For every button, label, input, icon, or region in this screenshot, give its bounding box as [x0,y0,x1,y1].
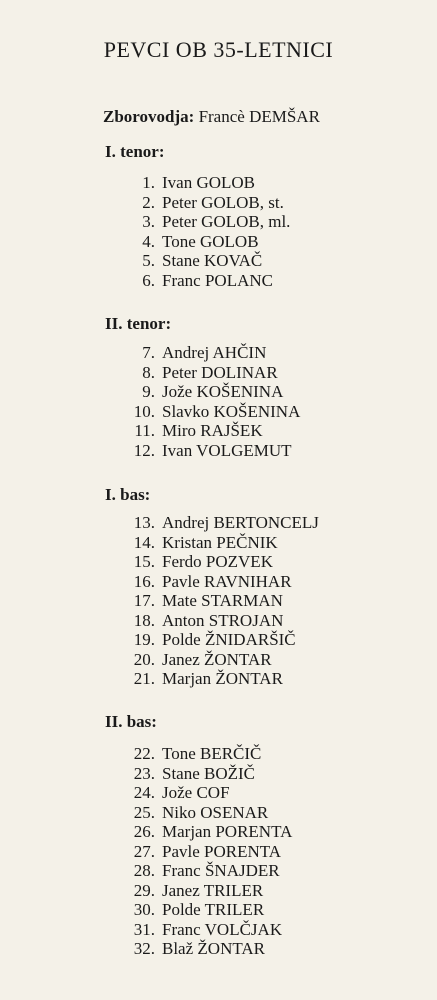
member-name: Pavle RAVNIHAR [162,571,292,591]
member-name: Anton STROJAN [162,610,284,630]
member-number: 18. [133,610,155,630]
member-name: Miro RAJŠEK [162,421,263,440]
list-item [0,881,437,901]
member-name: Franc POLANC [162,270,273,290]
member-name: Andrej BERTONCELJ [162,513,319,532]
member-number: 16. [133,571,155,591]
member-name: Ivan GOLOB [162,173,256,192]
member-number: 22. [133,744,155,763]
list-item [0,591,437,611]
list-item [0,803,437,823]
member-list-first-bass [0,513,437,689]
section-heading-first-bass: I. bas: [105,485,151,504]
member-name: Polde ŽNIDARŠIČ [162,630,296,649]
member-number: 11. [134,421,155,440]
member-number: 25. [133,802,155,822]
member-number: 19. [133,630,155,649]
member-name: Kristan PEČNIK [162,532,278,552]
member-name: Franc ŠNAJDER [162,861,280,880]
list-item [0,900,437,920]
member-name: Marjan ŽONTAR [162,669,283,688]
list-item [0,650,437,670]
member-number: 9. [142,382,155,401]
member-name: Peter DOLINAR [162,362,278,382]
list-item [0,552,437,572]
list-item [0,421,437,441]
member-number: 12. [133,440,155,460]
member-name: Stane KOVAČ [162,251,263,270]
section-heading-second-tenor: II. tenor: [105,314,172,333]
list-item [0,611,437,631]
member-name: Marjan PORENTA [162,822,293,841]
member-name: Peter GOLOB, st. [162,192,284,212]
member-number: 5. [142,251,155,270]
member-name: Polde TRILER [162,900,265,919]
page-title: PEVCI OB 35-LETNICI [103,37,334,62]
list-item [0,764,437,784]
conductor-line [103,106,320,128]
member-number: 13. [133,513,155,532]
list-item [0,441,437,461]
section-heading-second-bass: II. bas: [105,712,157,731]
member-name: Stane BOŽIČ [162,763,256,783]
member-name: Tone GOLOB [162,231,259,251]
member-name: Tone BERČIČ [162,744,262,763]
member-name: Janez TRILER [162,880,264,900]
member-number: 30. [133,900,155,919]
list-item [0,822,437,842]
member-list-second-bass [0,744,437,959]
member-name: Mate STARMAN [162,591,283,610]
member-name: Franc VOLČJAK [162,919,283,939]
member-number: 17. [133,591,155,610]
member-name: Blaž ŽONTAR [162,939,265,958]
member-number: 32. [133,939,155,958]
list-item [0,783,437,803]
section-heading-first-tenor: I. tenor: [105,142,165,161]
list-item [0,513,437,533]
conductor-name: Francè DEMŠAR [198,107,320,126]
member-number: 4. [142,231,155,251]
list-item [0,382,437,402]
member-name: Andrej AHČIN [162,343,267,362]
list-item [0,173,437,193]
member-list-first-tenor [0,173,437,290]
member-number: 15. [133,552,155,571]
list-item [0,232,437,252]
member-number: 31. [133,919,155,939]
member-number: 2. [142,192,155,212]
member-number: 8. [142,362,155,382]
member-name: Ivan VOLGEMUT [162,440,292,460]
member-name: Janez ŽONTAR [162,649,272,669]
list-item [0,343,437,363]
list-item [0,402,437,422]
list-item [0,861,437,881]
list-item [0,251,437,271]
list-item [0,533,437,553]
member-name: Pavle PORENTA [162,841,282,861]
member-name: Niko OSENAR [162,802,269,822]
list-item [0,744,437,764]
list-item [0,363,437,383]
list-item [0,842,437,862]
member-number: 28. [133,861,155,880]
list-item [0,572,437,592]
member-number: 1. [142,173,155,192]
member-number: 14. [133,532,155,552]
member-number: 24. [133,783,155,802]
member-number: 26. [133,822,155,841]
member-number: 7. [142,343,155,362]
list-item [0,193,437,213]
member-number: 23. [133,763,155,783]
member-name: Slavko KOŠENINA [162,401,301,421]
list-item [0,920,437,940]
member-number: 20. [133,649,155,669]
list-item [0,669,437,689]
member-name: Ferdo POZVEK [162,552,273,571]
conductor-label: Zborovodja: [103,107,195,126]
member-number: 10. [133,401,155,421]
member-number: 3. [142,212,155,231]
member-number: 27. [133,841,155,861]
list-item [0,630,437,650]
list-item [0,271,437,291]
member-number: 29. [133,880,155,900]
member-number: 6. [142,270,155,290]
member-name: Jože KOŠENINA [162,382,284,401]
list-item [0,212,437,232]
member-number: 21. [133,669,155,688]
member-name: Jože COF [162,783,230,802]
member-list-second-tenor [0,343,437,460]
list-item [0,939,437,959]
member-name: Peter GOLOB, ml. [162,212,291,231]
